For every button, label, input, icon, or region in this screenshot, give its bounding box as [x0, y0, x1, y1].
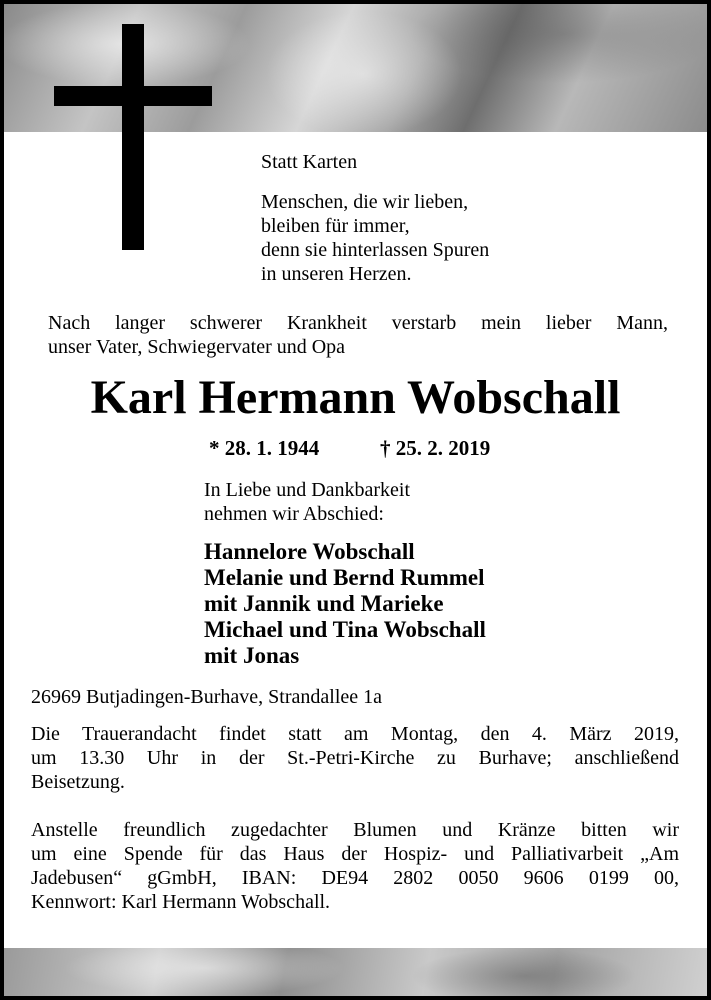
family-member: Hannelore Wobschall	[204, 539, 415, 564]
birth-date: * 28. 1. 1944	[209, 436, 320, 460]
farewell-line: nehmen wir Abschied:	[204, 503, 384, 525]
death-date: † 25. 2. 2019	[380, 436, 491, 460]
poem	[261, 190, 489, 286]
service-text	[31, 722, 679, 794]
farewell-text	[204, 478, 410, 526]
donation-text	[31, 818, 679, 914]
family-member: Michael und Tina Wobschall	[204, 617, 486, 642]
intro-text	[48, 311, 668, 359]
poem-line: in unseren Herzen.	[261, 263, 412, 285]
donation-line: Anstelle freundlich zugedachter Blumen und Kränze bitten wir	[31, 819, 679, 841]
donation-line: um eine Spende für das Haus der Hospiz- und Palliativarbeit „Am	[31, 843, 679, 865]
intro-line: unser Vater, Schwiegervater und Opa	[48, 336, 346, 358]
address: 26969 Butjadingen-Burhave, Strandallee 1a	[31, 686, 383, 708]
poem-line: Menschen, die wir lieben,	[261, 191, 469, 213]
service-line: Beisetzung.	[31, 771, 125, 793]
family-member: mit Jonas	[204, 643, 300, 668]
donation-line: Jadebusen“ gGmbH, IBAN: DE94 2802 0050 9606 0199 00,	[31, 867, 679, 889]
family-member: Melanie und Bernd Rummel	[204, 565, 485, 590]
family-list	[204, 539, 486, 669]
donation-line: Kennwort: Karl Hermann Wobschall.	[31, 891, 331, 913]
statt-karten: Statt Karten	[261, 151, 358, 173]
stone-texture-bottom	[4, 948, 707, 996]
service-line: um 13.30 Uhr in der St.-Petri-Kirche zu Burhave; anschließend	[31, 747, 679, 769]
deceased-name: Karl Hermann Wobschall	[90, 371, 621, 424]
stone-texture-top	[4, 4, 707, 132]
family-member: mit Jannik und Marieke	[204, 591, 444, 616]
poem-line: bleiben für immer,	[261, 215, 410, 237]
service-line: Die Trauerandacht findet statt am Montag, den 4. März 2019,	[31, 723, 679, 745]
intro-line: Nach langer schwerer Krankheit verstarb mein lieber Mann,	[48, 312, 668, 334]
farewell-line: In Liebe und Dankbarkeit	[204, 479, 411, 501]
poem-line: denn sie hinterlassen Spuren	[261, 239, 490, 261]
